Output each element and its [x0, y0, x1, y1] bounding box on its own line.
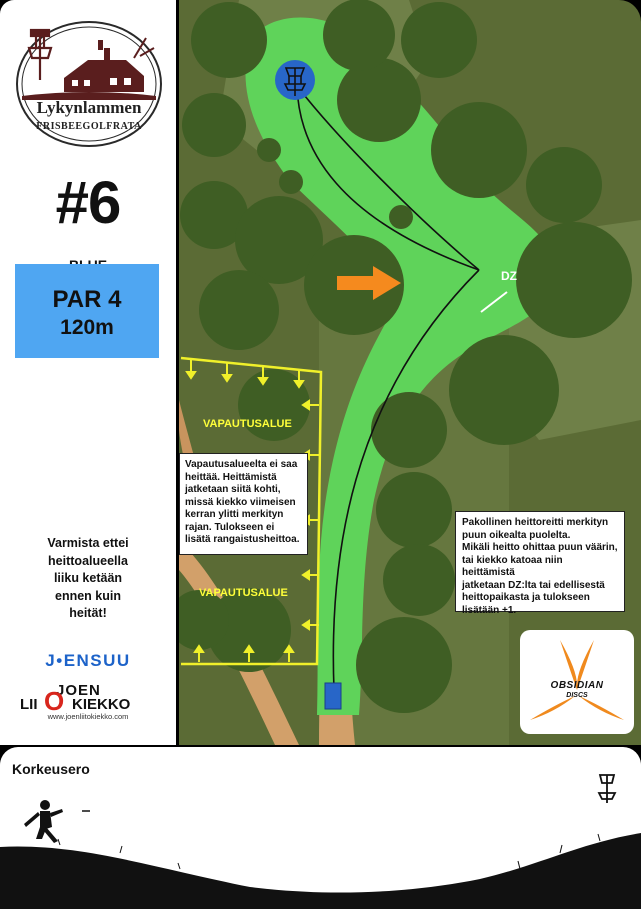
note-line: heittää. Heittämistä: [185, 471, 277, 483]
safety-note-line: liiku ketään: [53, 571, 123, 585]
info-panel: [0, 0, 176, 745]
safety-note: [20, 535, 156, 623]
profile-basket-icon: [599, 775, 615, 803]
note-line: lisätään +1.: [462, 604, 517, 616]
elevation-profile: [0, 747, 641, 909]
safety-note-line: ennen kuin: [55, 588, 121, 603]
note-line: lisätä rangaistusheittoa.: [185, 534, 300, 545]
liitokiekko-logo-disc: O: [44, 686, 65, 716]
tee-box: [325, 683, 341, 709]
hole-number: #6: [55, 169, 121, 236]
website-url: www.joenliitokiekko.com: [47, 712, 129, 721]
course-name: Lykynlammen: [36, 98, 142, 117]
course-logo: [14, 18, 164, 154]
obsidian-sub: DISCS: [566, 692, 588, 699]
hole-length: 120m: [60, 316, 114, 339]
mandatory-route-note: [455, 511, 625, 616]
terrain-silhouette: [0, 833, 641, 909]
note-line: rajan. Tulokseen ei: [185, 521, 275, 533]
safety-note-line: Varmista ettei: [47, 536, 129, 550]
par-value: PAR 4: [52, 286, 122, 313]
note-line: Pakollinen heittoreitti merkityn: [462, 517, 609, 528]
course-subtitle: FRISBEEGOLFRATA: [36, 121, 142, 132]
liitokiekko-logo-top: JOEN: [56, 682, 101, 699]
par-box: [15, 264, 159, 358]
drop-zone-label: DZ: [501, 269, 517, 283]
relief-zone-note: [179, 453, 308, 555]
liitokiekko-logo-right: KIEKKO: [72, 696, 131, 713]
elevation-graph: [0, 747, 641, 909]
note-line: puun oikealta puolelta.: [462, 529, 571, 541]
elevation-change: +2m: [591, 819, 616, 833]
obsidian-discs-logo: [520, 630, 634, 734]
joensuu-logo: J•ENSUU: [45, 651, 131, 670]
note-line: tai kiekko katoaa niin heittämistä: [462, 554, 563, 578]
safety-note-line: heittoalueella: [48, 553, 128, 568]
course-logo-emblem: [14, 18, 164, 154]
note-line: Mikäli heitto ohittaa puun väärin,: [462, 542, 618, 553]
relief-zone-label: VAPAUTUSALUE: [203, 418, 292, 430]
note-line: Vapautusalueelta ei saa: [185, 459, 298, 470]
note-line: jatketaan siitä kohti,: [185, 484, 281, 495]
note-line: missä kiekko viimeisen: [185, 496, 296, 508]
note-line: jatketaan DZ:lta tai edellisestä: [462, 579, 605, 591]
relief-zone-label: VAPAUTUSALUE: [199, 587, 288, 599]
elevation-title: Korkeusero: [12, 761, 90, 777]
basket-icon: [275, 60, 315, 100]
obsidian-name: OBSIDIAN: [550, 680, 604, 691]
note-line: heittopaikasta ja tulokseen: [462, 592, 590, 603]
safety-note-line: heität!: [69, 606, 107, 620]
liitokiekko-logo-left: LII: [20, 696, 38, 713]
thrower-icon: [24, 800, 63, 843]
hole-map: [179, 0, 641, 745]
note-line: kerran ylitti merkityn: [185, 509, 284, 520]
